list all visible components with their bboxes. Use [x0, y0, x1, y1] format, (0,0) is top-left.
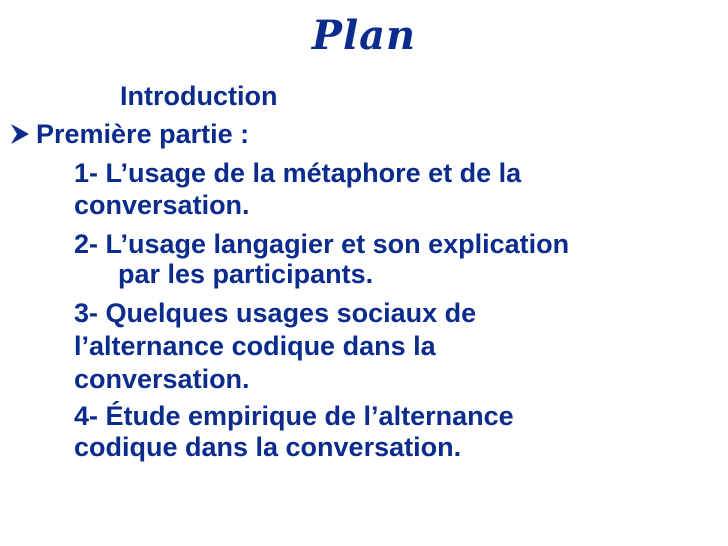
item-4-line-1: 4- Étude empirique de l’alternance: [74, 401, 514, 431]
item-1-line-1: 1- L’usage de la métaphore et de la: [74, 158, 522, 188]
item-introduction: Introduction: [120, 81, 278, 111]
item-3-line-3: conversation.: [74, 364, 250, 394]
arrowhead-bullet-icon: [8, 122, 32, 146]
item-3-line-2: l’alternance codique dans la: [74, 331, 436, 361]
item-4-line-2: codique dans la conversation.: [74, 432, 462, 462]
item-1-line-2: conversation.: [74, 190, 250, 220]
slide-title: Plan: [311, 12, 417, 59]
item-2-line-1: 2- L’usage langagier et son explication: [74, 229, 570, 259]
item-premiere-partie: Première partie :: [36, 119, 250, 149]
item-3-line-1: 3- Quelques usages sociaux de: [74, 298, 477, 328]
item-2-line-2: par les participants.: [118, 259, 374, 289]
